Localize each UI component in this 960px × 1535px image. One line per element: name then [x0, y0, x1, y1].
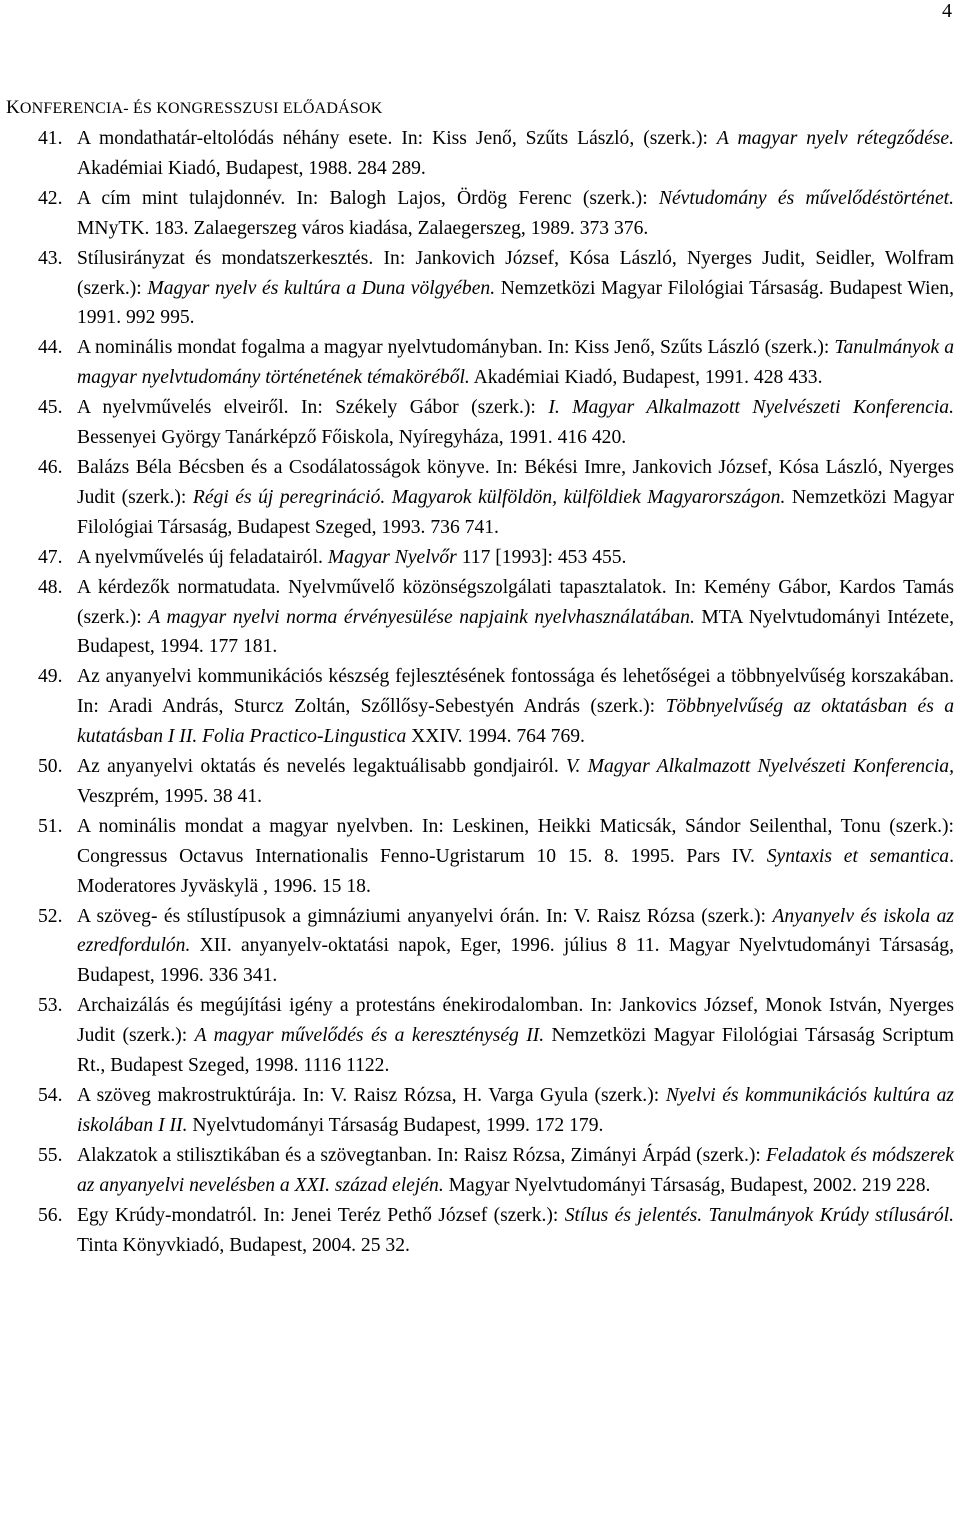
- entry-text: Nemzetközi Magyar Filológiai Társaság Scriptum Rt., Budapest Szeged, 1998. 1116 1122.: [77, 1025, 954, 1077]
- bibliography-entry: [0, 333, 960, 393]
- entry-text: Az anyanyelvi kommunikációs készség fejlesztésének fontossága és lehetőségei a többnyelvűség korszakában. In: Aradi András, Sturcz Zoltán, Szőllősy-Sebestyén András (szerk.):: [77, 666, 954, 718]
- bibliography-entry: [0, 244, 960, 334]
- entry-title-italic: Feladatok és módszerek az anyanyelvi nevelésben a XXI. század elején.: [77, 1144, 954, 1196]
- entry-number: 45.: [38, 397, 63, 419]
- entry-number: 44.: [38, 337, 63, 359]
- bibliography-list: [0, 124, 960, 1260]
- entry-text: A cím mint tulajdonnév. In: Balogh Lajos, Ördög Ferenc (szerk.):: [77, 187, 659, 209]
- entry-text: Akadémiai Kiadó, Budapest, 1988. 284 289.: [77, 157, 426, 179]
- section-heading: [6, 97, 382, 119]
- entry-text: Egy Krúdy-mondatról. In: Jenei Teréz Pethő József (szerk.):: [77, 1204, 565, 1226]
- entry-text: Alakzatok a stilisztikában és a szövegtanban. In: Raisz Rózsa, Zimányi Árpád (szerk.):: [77, 1144, 766, 1166]
- entry-number: 49.: [38, 666, 63, 688]
- bibliography-entry: [0, 543, 960, 573]
- entry-number: 42.: [38, 187, 63, 209]
- bibliography-entry: [0, 453, 960, 543]
- entry-number: 56.: [38, 1204, 63, 1226]
- entry-text: Archaizálás és megújítási igény a protestáns énekirodalomban. In: Jankovics József, Monok István, Nyerges Judit (szerk.):: [77, 995, 954, 1047]
- entry-text: . Moderatores Jyväskylä , 1996. 15 18.: [77, 845, 955, 897]
- bibliography-entry: [0, 573, 960, 663]
- entry-text: Bessenyei György Tanárképző Főiskola, Nyíregyháza, 1991. 416 420.: [77, 427, 627, 449]
- entry-number: 46.: [38, 456, 63, 478]
- entry-text: A nominális mondat fogalma a magyar nyelvtudományban. In: Kiss Jenő, Szűts László (szerk.):: [77, 337, 835, 359]
- bibliography-entry: [0, 1201, 960, 1261]
- page-number: 4: [942, 0, 952, 22]
- entry-text: A mondathatár-eltolódás néhány esete. In: Kiss Jenő, Szűts László, (szerk.):: [77, 128, 717, 149]
- bibliography-entry: [0, 1141, 960, 1201]
- entry-text: XII. anyanyelv-oktatási napok, Eger, 1996. július 8 11. Magyar Nyelvtudományi Társaság, Budapest, 1996. 336 341.: [77, 935, 954, 987]
- entry-title-italic: Syntaxis et semantica: [766, 845, 950, 867]
- entry-title-italic: Többnyelvűség az oktatásban és a kutatásban I II. Folia Practico-Lingustica: [77, 696, 954, 748]
- bibliography-entry: [0, 902, 960, 992]
- entry-text: A nyelvművelés elveiről. In: Székely Gábor (szerk.):: [77, 397, 549, 419]
- entry-title-italic: A magyar nyelvi norma érvényesülése napjaink nyelvhasználatában.: [148, 606, 695, 628]
- heading-rest: ONFERENCIA- ÉS KONGRESSZUSI ELŐADÁSOK: [19, 100, 383, 117]
- entry-text: Akadémiai Kiadó, Budapest, 1991. 428 433.: [469, 367, 823, 389]
- entry-title-italic: Tanulmányok a magyar nyelvtudomány történetének témaköréből.: [77, 337, 954, 389]
- entry-title-italic: Anyanyelv és iskola az ezredfordulón.: [77, 905, 954, 957]
- bibliography-entry: [0, 393, 960, 453]
- entry-text: Magyar Nyelvtudományi Társaság, Budapest, 2002. 219 228.: [443, 1174, 931, 1196]
- bibliography-entry: [0, 1081, 960, 1141]
- entry-text: A nominális mondat a magyar nyelvben. In: Leskinen, Heikki Maticsák, Sándor Seilenthal, Tonu (szerk.): Congressus Octavus Internationalis Fenno-Ugristarum 10 15. 8. 1995. Pars IV.: [77, 815, 954, 867]
- entry-title-italic: Stílus és jelentés. Tanulmányok Krúdy stílusáról.: [564, 1204, 954, 1226]
- entry-title-italic: A magyar művelődés és a kereszténység II.: [194, 1025, 545, 1047]
- entry-number: 51.: [38, 815, 63, 837]
- entry-text: MTA Nyelvtudományi Intézete, Budapest, 1994. 177 181.: [77, 606, 954, 658]
- entry-text: XXIV. 1994. 764 769.: [406, 726, 585, 748]
- entry-text: Az anyanyelvi oktatás és nevelés legaktuálisabb gondjairól.: [77, 756, 567, 778]
- entry-title-italic: A magyar nyelv rétegződése.: [716, 128, 954, 149]
- entry-title-italic: Névtudomány és művelődéstörténet.: [658, 187, 954, 209]
- entry-text: A kérdezők normatudata. Nyelvművelő közönségszolgálati tapasztalatok. In: Kemény Gábor, Kardos Tamás (szerk.):: [77, 576, 954, 628]
- heading-initial: K: [6, 97, 20, 118]
- entry-number: 50.: [38, 756, 63, 778]
- entry-number: 52.: [38, 905, 63, 927]
- entry-number: 47.: [38, 546, 63, 568]
- entry-title-italic: Régi és új peregrináció. Magyarok külföldön, külföldiek Magyarországon.: [192, 486, 786, 508]
- entry-title-italic: Nyelvi és kommunikációs kultúra az iskolában I II.: [77, 1085, 954, 1136]
- entry-text: A nyelvművelés új feladatairól.: [77, 546, 328, 568]
- bibliography-entry: [0, 812, 960, 902]
- entry-text: Tinta Könyvkiadó, Budapest, 2004. 25 32.: [77, 1234, 410, 1256]
- entry-text: Stílusirányzat és mondatszerkesztés. In: Jankovich József, Kósa László, Nyerges Judit, Seidler, Wolfram (szerk.):: [77, 247, 954, 299]
- entry-number: 53.: [38, 995, 63, 1017]
- entry-text: Nemzetközi Magyar Filológiai Társaság, Budapest Szeged, 1993. 736 741.: [77, 486, 954, 538]
- entry-title-italic: I. Magyar Alkalmazott Nyelvészeti Konferencia.: [548, 397, 955, 419]
- entry-title-italic: Magyar Nyelvőr: [327, 546, 457, 568]
- entry-number: 55.: [38, 1144, 63, 1166]
- entry-text: MNyTK. 183. Zalaegerszeg város kiadása, Zalaegerszeg, 1989. 373 376.: [77, 217, 649, 239]
- bibliography-entry: [0, 662, 960, 752]
- entry-text: Veszprém, 1995. 38 41.: [77, 785, 263, 807]
- entry-number: 48.: [38, 576, 63, 598]
- bibliography-entry: [0, 184, 960, 244]
- entry-text: A szöveg makrostruktúrája. In: V. Raisz Rózsa, H. Varga Gyula (szerk.):: [77, 1085, 666, 1106]
- entry-text: 117 [1993]: 453 455.: [456, 546, 627, 568]
- bibliography-entry: [0, 991, 960, 1081]
- entry-text: Nyelvtudományi Társaság Budapest, 1999. 172 179.: [187, 1114, 604, 1136]
- entry-text: Nemzetközi Magyar Filológiai Társaság. Budapest Wien, 1991. 992 995.: [77, 277, 954, 329]
- entry-title-italic: V. Magyar Alkalmazott Nyelvészeti Konferencia,: [566, 756, 955, 778]
- entry-number: 54.: [38, 1085, 63, 1106]
- entry-number: 41.: [38, 128, 63, 149]
- entry-text: A szöveg- és stílustípusok a gimnáziumi anyanyelvi órán. In: V. Raisz Rózsa (szerk.):: [77, 905, 773, 927]
- bibliography-entry: [0, 124, 960, 184]
- entry-number: 43.: [38, 247, 63, 269]
- entry-title-italic: Magyar nyelv és kultúra a Duna völgyében.: [147, 277, 496, 299]
- entry-text: Balázs Béla Bécsben és a Csodálatosságok könyve. In: Békési Imre, Jankovich József, Kósa László, Nyerges Judit (szerk.):: [77, 456, 954, 508]
- bibliography-entry: [0, 752, 960, 812]
